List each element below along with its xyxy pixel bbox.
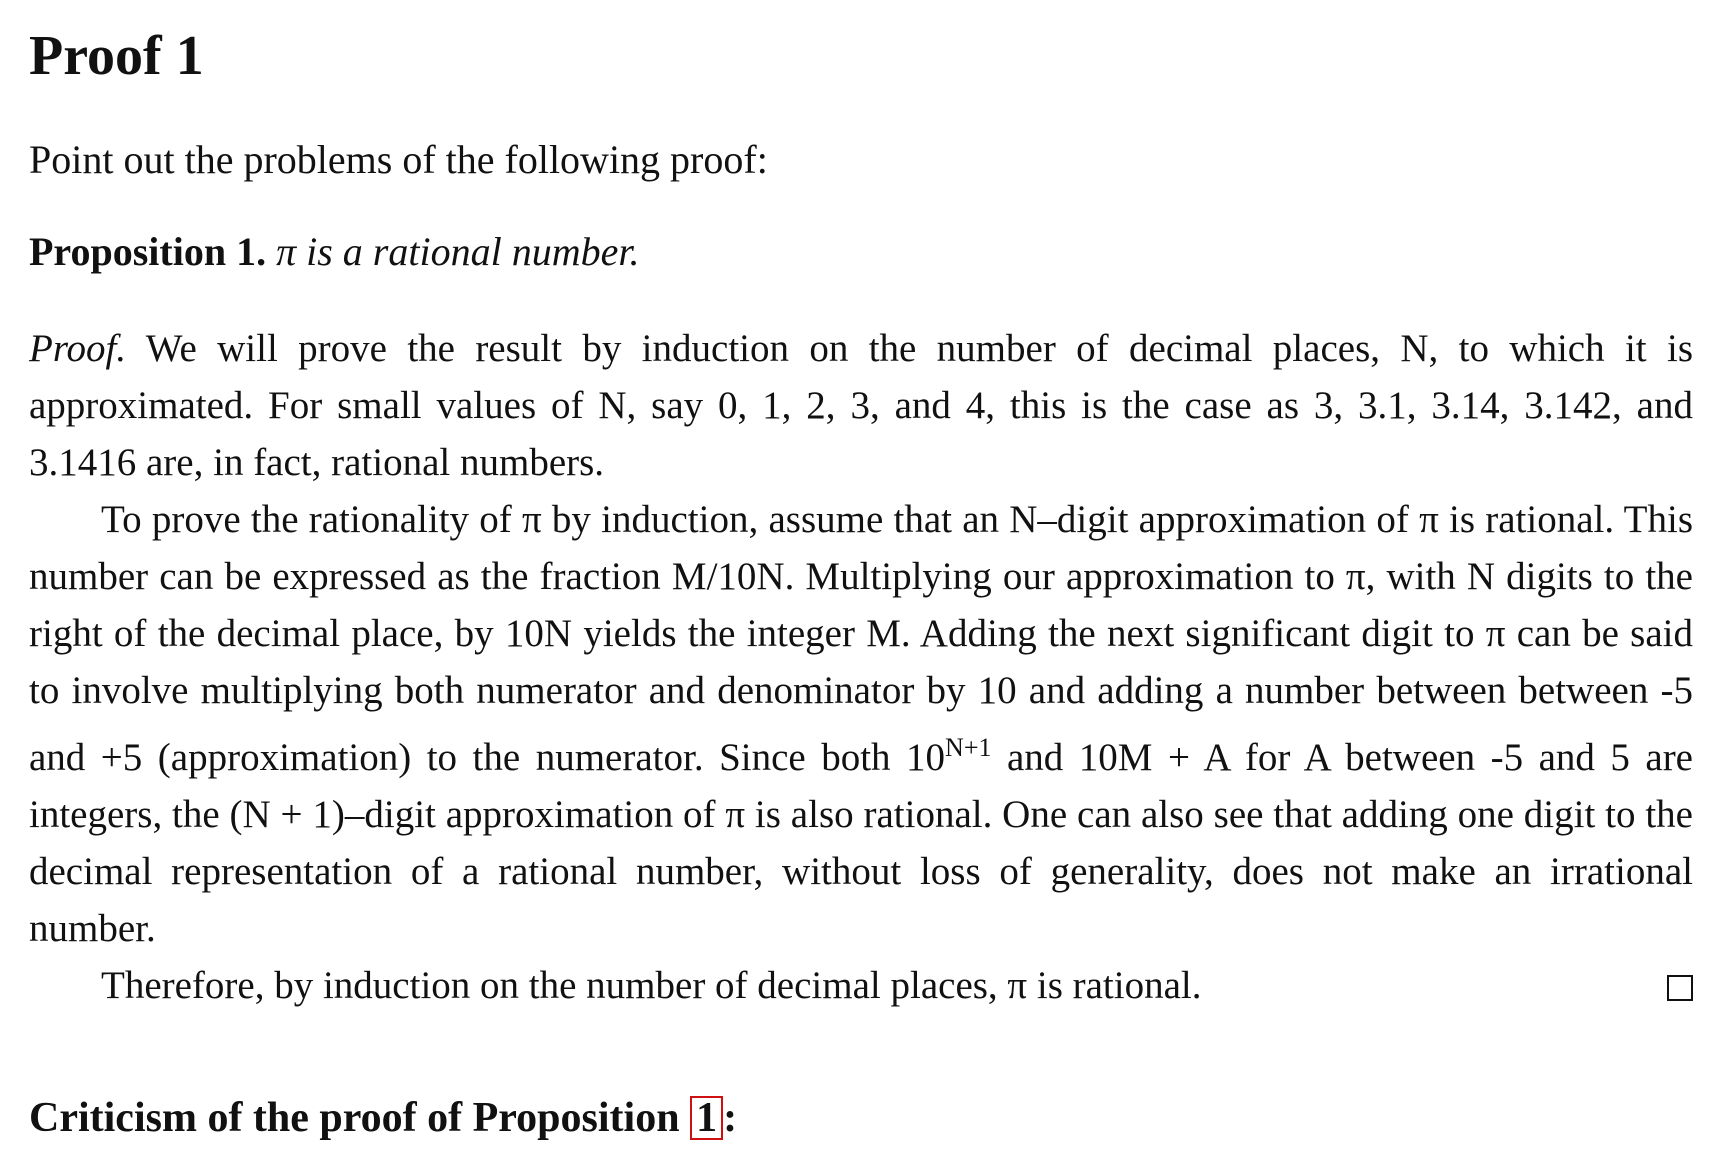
proposition — [29, 230, 639, 274]
proof-block — [29, 320, 1693, 1014]
proof-paragraph-3-text: Therefore, by induction on the number of decimal places, π is rational. — [101, 964, 1202, 1007]
qed-square-icon — [1667, 975, 1693, 1001]
proof-paragraph-2-text-b: and 10M + A for A between -5 and 5 are integers, the (N + 1)–digit approximation of π is also rational. One can also see that adding one digit to the decimal representation of a rational number, without loss of generality, does not make an irrational number. — [29, 736, 1693, 950]
criticism-heading — [29, 1095, 737, 1141]
proof-paragraph-1-text: We will prove the result by induction on the number of decimal places, N, to which it is approximated. For small values of N, say 0, 1, 2, 3, and 4, this is the case as 3, 3.1, 3.14, 3.142, and 3.1416 are, in fact, rational numbers. — [29, 327, 1693, 484]
proposition-statement: π is a rational number. — [276, 229, 640, 274]
proof-paragraph-2 — [29, 491, 1693, 957]
proof-paragraph-3 — [29, 957, 1693, 1014]
criticism-suffix: : — [723, 1095, 738, 1141]
proof-label: Proof. — [29, 327, 127, 370]
criticism-text: Criticism of the proof of Proposition — [29, 1095, 691, 1141]
proof-paragraph-2-text-a: To prove the rationality of π by induction, assume that an N–digit approximation of π is rational. This number can be expressed as the fraction M/10N. Multiplying our approximation to π, with N digits to the right of the decimal place, by 10N yields the integer M. Adding the next significant digit to π can be said to involve multiplying both numerator and denominator by 10 and adding a number between between -5 and +5 (approximation) to the numerator. Since both 10 — [29, 498, 1693, 779]
proposition-reference-link[interactable]: 1 — [690, 1096, 723, 1140]
intro-text: Point out the problems of the following proof: — [29, 137, 768, 182]
proof-paragraph-1 — [29, 320, 1693, 491]
proposition-label: Proposition 1. — [29, 229, 267, 274]
proof-superscript: N+1 — [945, 733, 992, 762]
page-title: Proof 1 — [29, 25, 204, 87]
